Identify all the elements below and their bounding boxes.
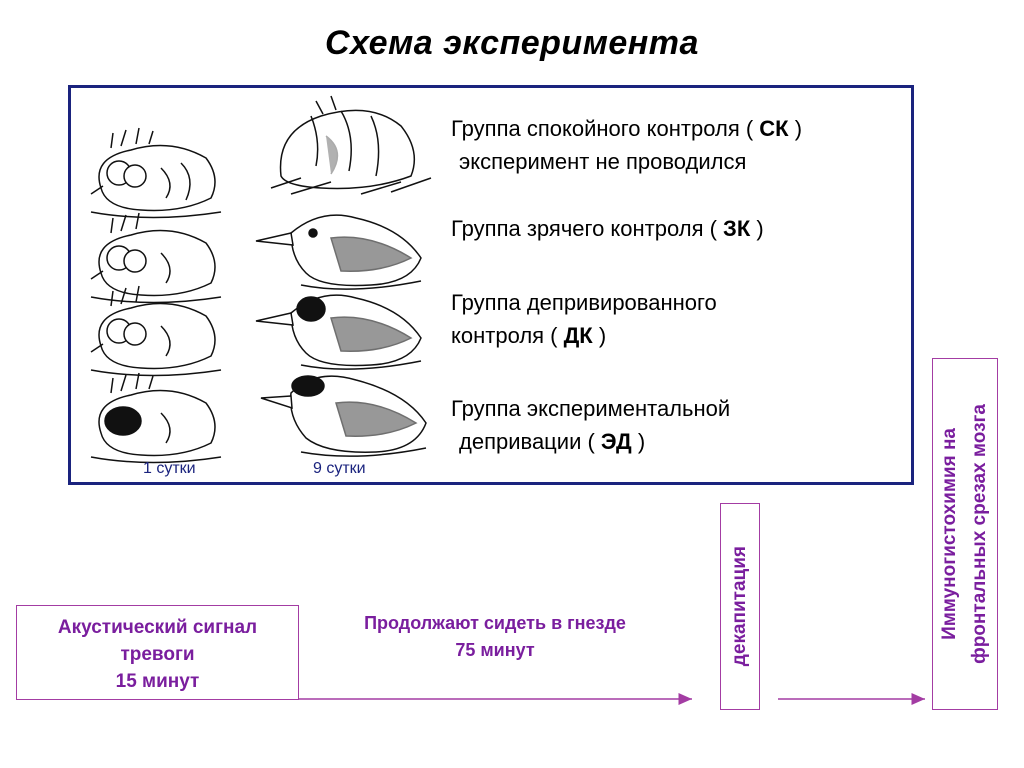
day-label-1: 1 сутки [143, 460, 196, 477]
group-code-zk: ЗК [723, 216, 751, 241]
immunohistochemistry-box: Иммуногистохимия на фронтальных срезах мозга [932, 358, 998, 710]
group-code-ed: ЭД [600, 429, 632, 454]
day-label-9: 9 сутки [313, 460, 366, 477]
page-title: Схема эксперимента [325, 24, 699, 62]
group-experimental-deprivation: Группа экспериментальной депривации ( ЭД ) [451, 396, 731, 454]
group-code-sk: СК [759, 116, 789, 141]
group-calm-control-note: эксперимент не проводился [459, 149, 747, 174]
stay-in-nest-label: Продолжают сидеть в гнезде 75 минут [364, 613, 626, 660]
group-deprived-control: Группа депривированного контроля ( ДК ) [451, 290, 717, 348]
group-sighted-control: Группа зрячего контроля ( ЗК ) [451, 216, 764, 241]
group-calm-control-line1: Группа спокойного контроля ( СК ) [451, 116, 803, 141]
group-code-dk: ДК [563, 323, 593, 348]
decapitation-box: декапитация [720, 503, 760, 710]
acoustic-signal-box: Акустический сигнал тревоги 15 минут [16, 605, 299, 700]
